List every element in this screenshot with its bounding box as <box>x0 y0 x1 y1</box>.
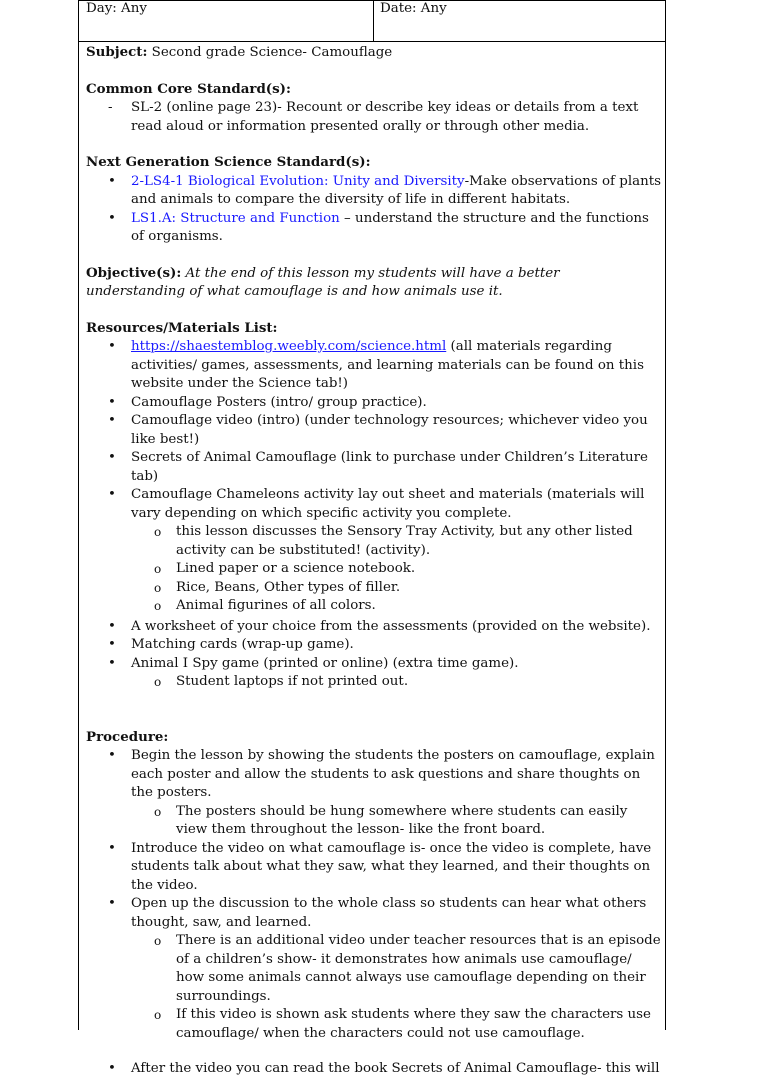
header-row <box>79 0 665 42</box>
procedure-list <box>86 747 662 1043</box>
ngss-list <box>86 173 662 247</box>
bullet-icon: • <box>108 896 116 911</box>
list-item-text: If this video is shown ask students where they saw the characters use camouflage/ when the characters could not use camouflage. <box>176 1007 651 1041</box>
circle-bullet-icon: o <box>154 580 162 595</box>
list-item-text: Camouflage Posters (intro/ group practice). <box>131 394 427 410</box>
list-item-text: SL-2 (online page 23)- Recount or describe key ideas or details from a text read aloud or information presented orally or through other media. <box>131 100 639 134</box>
bullet-icon: • <box>108 1061 116 1076</box>
list-item-text: Rice, Beans, Other types of filler. <box>176 579 401 595</box>
list-item <box>86 99 662 136</box>
resources-heading-text: Resources/Materials List: <box>86 319 278 336</box>
list-item-text: Student laptops if not printed out. <box>176 674 409 689</box>
list-item-text: Matching cards (wrap-up game). <box>131 637 354 652</box>
bullet-icon: • <box>108 748 116 763</box>
list-item-text: Begin the lesson by showing the students the posters on camouflage, explain each poster and allow the students to ask questions and share thoughts on the posters. <box>131 748 655 800</box>
list-item-text: Animal I Spy game (printed or online) (extra time game). <box>131 655 519 671</box>
bullet-icon: • <box>108 450 116 465</box>
ngss-heading-text: Next Generation Science Standard(s): <box>86 154 371 170</box>
list-item <box>86 449 662 486</box>
common-core-list <box>86 99 662 136</box>
bullet-icon: • <box>108 637 116 652</box>
resources-list <box>86 338 662 692</box>
bullet-icon: • <box>108 339 116 354</box>
list-item-text: A worksheet of your choice from the assessments (provided on the website). <box>131 618 651 634</box>
list-item <box>86 523 662 560</box>
circle-bullet-icon: o <box>154 675 162 689</box>
procedure-heading <box>86 728 662 748</box>
resources-website-link[interactable]: https://shaestemblog.weebly.com/science.html <box>131 339 447 354</box>
bullet-icon: • <box>108 210 116 226</box>
circle-bullet-icon: o <box>154 525 162 539</box>
list-item <box>86 560 662 579</box>
dash-bullet-icon: - <box>108 100 113 115</box>
list-item-text: The posters should be hung somewhere where students can easily view them throughout the lesson- like the front board. <box>176 803 628 837</box>
list-item <box>86 486 662 523</box>
bullet-icon: • <box>108 487 116 502</box>
circle-bullet-icon: o <box>154 804 162 819</box>
list-item-text: Animal figurines of all colors. <box>176 598 376 613</box>
bullet-icon: • <box>108 394 116 410</box>
ngss-heading <box>86 153 662 173</box>
list-item <box>86 803 662 840</box>
list-item <box>86 636 662 655</box>
list-item-text: After the video you can read the book Secrets of Animal Camouflage- this will <box>131 1061 660 1076</box>
common-core-heading-text: Common Core Standard(s): <box>86 80 291 97</box>
bullet-icon: • <box>108 173 116 189</box>
list-item <box>86 655 662 674</box>
list-item <box>86 394 662 413</box>
circle-bullet-icon: o <box>154 1008 162 1022</box>
bullet-icon: • <box>108 413 116 428</box>
subject-value: Second grade Science- Camouflage <box>147 45 393 60</box>
day-cell <box>79 0 374 42</box>
ngss-link-structure[interactable]: LS1.A: Structure and Function <box>131 210 340 226</box>
day-label: Day: Any <box>86 1 147 16</box>
list-item-text: -Make observations of plants and animals to compare the diversity of life in different habitats. <box>131 173 661 207</box>
objective-text: At the end of this lesson my students will have a better understanding of what camouflage is and how animals use it. <box>86 265 560 299</box>
list-item <box>86 673 662 692</box>
list-item-text: There is an additional video under teacher resources that is an episode of a children’s show- it demonstrates how animals use camouflage/ how some animals cannot always use camouflage depending on their surroundings. <box>176 933 661 1004</box>
procedure-heading-text: Procedure: <box>86 728 169 745</box>
objective-label: Objective(s): <box>86 264 182 281</box>
list-item-text: this lesson discusses the Sensory Tray Activity, but any other listed activity can be substituted! (activity). <box>176 524 633 558</box>
list-item-text: – understand the structure and the functions of organisms. <box>131 210 649 244</box>
list-item-text: Camouflage Chameleons activity lay out sheet and materials (materials will vary depending on which specific activity you complete. <box>131 487 645 521</box>
list-item <box>86 932 662 1006</box>
bullet-icon: • <box>108 655 116 671</box>
bullet-icon: • <box>108 840 116 856</box>
list-item <box>86 895 662 932</box>
list-item <box>86 412 662 449</box>
list-item-text: (all materials regarding activities/ games, assessments, and learning materials can be found on this website under the Science tab!) <box>131 339 644 391</box>
list-item-text: Lined paper or a science notebook. <box>176 561 416 576</box>
list-item <box>86 1060 662 1079</box>
bullet-icon: • <box>108 618 116 634</box>
circle-bullet-icon: o <box>154 934 162 948</box>
list-item <box>86 597 662 616</box>
date-label: Date: Any <box>380 1 447 16</box>
list-item <box>86 338 662 394</box>
date-cell <box>374 0 665 42</box>
list-item <box>86 1006 662 1043</box>
subject-line <box>86 43 662 63</box>
list-item <box>86 840 662 896</box>
list-item <box>86 747 662 803</box>
list-item <box>86 579 662 598</box>
lesson-content <box>86 43 662 1079</box>
lesson-plan-table <box>78 0 666 1076</box>
list-item-text: Secrets of Animal Camouflage (link to purchase under Children’s Literature tab) <box>131 450 648 484</box>
ngss-link-evolution[interactable]: 2-LS4-1 Biological Evolution: Unity and Diversity <box>131 173 465 189</box>
resources-heading <box>86 319 662 339</box>
common-core-heading <box>86 80 662 100</box>
procedure-list-continued <box>86 1060 662 1079</box>
list-item <box>86 618 662 637</box>
list-item <box>86 210 662 247</box>
subject-label: Subject: <box>86 44 148 60</box>
list-item <box>86 173 662 210</box>
list-item-text: Open up the discussion to the whole class so students can hear what others thought, saw, and learned. <box>131 896 647 930</box>
circle-bullet-icon: o <box>154 562 162 576</box>
objective-line <box>86 264 662 302</box>
circle-bullet-icon: o <box>154 599 162 613</box>
list-item-text: Camouflage video (intro) (under technology resources; whichever video you like best!) <box>131 413 648 447</box>
list-item-text: Introduce the video on what camouflage is- once the video is complete, have students talk about what they saw, what they learned, and their thoughts on the video. <box>131 840 652 893</box>
